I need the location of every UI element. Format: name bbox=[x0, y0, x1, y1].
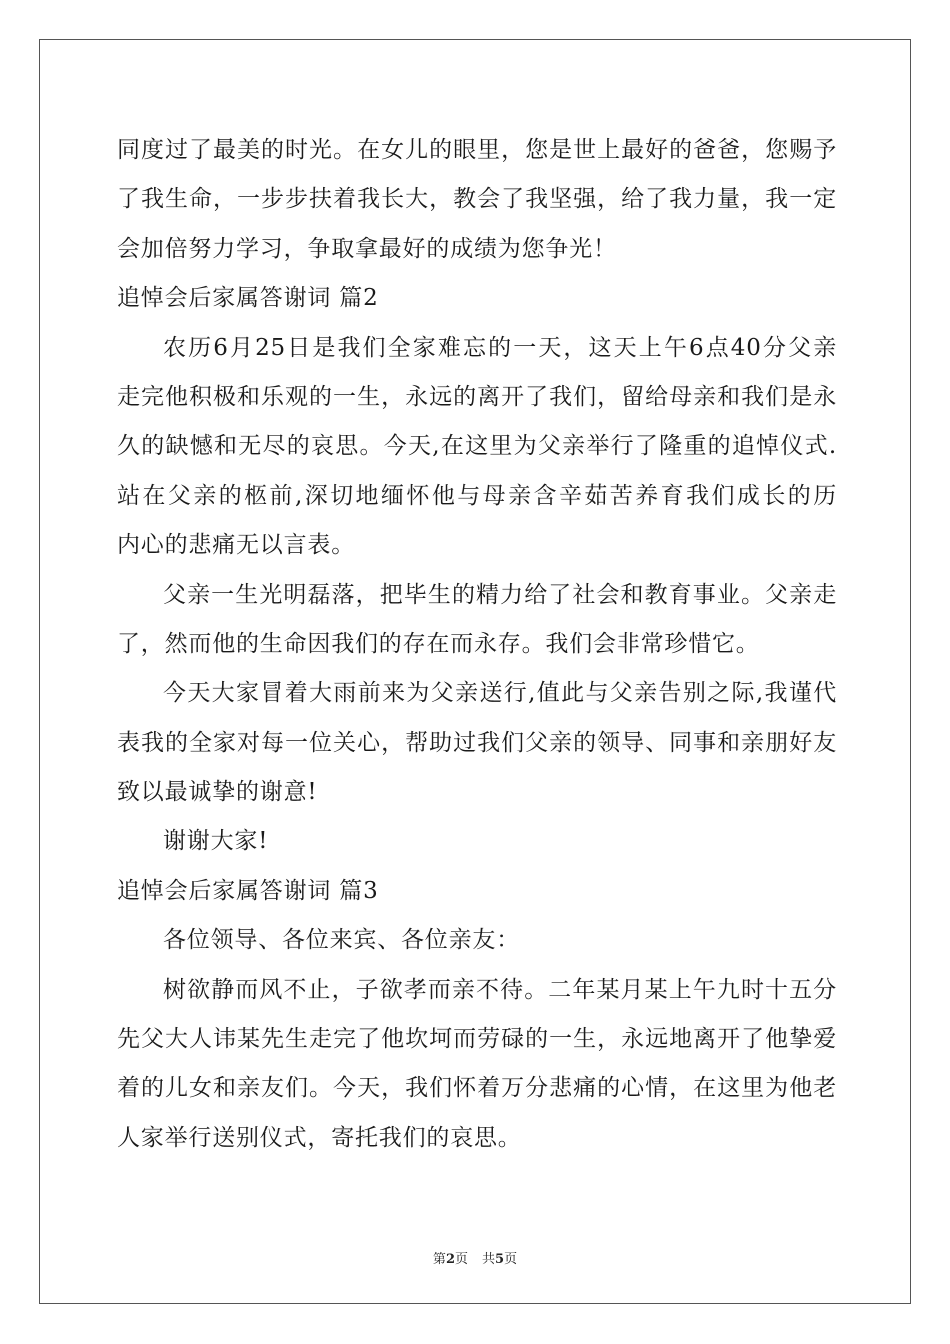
text-line: 了我生命，一步步扶着我长大，教会了我坚强，给了我力量，我一定 bbox=[117, 186, 837, 213]
text-line: 谢谢大家! bbox=[163, 828, 269, 855]
text-line: 人家举行送别仪式，寄托我们的哀思。 bbox=[117, 1124, 522, 1151]
text-line: 今天大家冒着大雨前来为父亲送行,值此与父亲告别之际,我谨代 bbox=[163, 680, 837, 707]
text-line: 了，然而他的生命因我们的存在而永存。我们会非常珍惜它。 bbox=[117, 630, 760, 657]
footer-page-suffix: 页 bbox=[454, 1252, 468, 1267]
text-line: 树欲静而风不止，子欲孝而亲不待。二年某月某上午九时十五分 bbox=[163, 976, 837, 1003]
section-heading: 追悼会后家属答谢词 篇2 bbox=[117, 285, 379, 312]
text-line: 同度过了最美的时光。在女儿的眼里，您是世上最好的爸爸，您赐予 bbox=[117, 137, 837, 163]
text-line: 着的儿女和亲友们。今天，我们怀着万分悲痛的心情，在这里为他老 bbox=[117, 1075, 837, 1102]
document-body bbox=[117, 126, 837, 1163]
page-footer bbox=[0, 1248, 950, 1267]
footer-page-number: 2 bbox=[445, 1252, 455, 1267]
text-line: 农历6月25日是我们全家难忘的一天，这天上午6点40分父亲 bbox=[163, 334, 837, 361]
footer-total-number: 5 bbox=[495, 1252, 505, 1267]
footer-total-prefix: 共 bbox=[482, 1252, 496, 1267]
text-line: 久的缺憾和无尽的哀思。今天,在这里为父亲举行了隆重的追悼仪式. bbox=[117, 433, 837, 460]
text-line: 站在父亲的柩前,深切地缅怀他与母亲含辛茹苦养育我们成长的历 bbox=[117, 482, 837, 509]
text-line: 致以最诚挚的谢意! bbox=[117, 779, 318, 806]
text-line: 会加倍努力学习，争取拿最好的成绩为您争光！ bbox=[117, 235, 617, 262]
text-line: 各位领导、各位来宾、各位亲友： bbox=[163, 927, 520, 954]
footer-page-prefix: 第 bbox=[432, 1252, 446, 1267]
text-line: 父亲一生光明磊落，把毕生的精力给了社会和教育事业。父亲走 bbox=[163, 581, 837, 608]
text-line: 内心的悲痛无以言表。 bbox=[117, 532, 355, 559]
text-line: 先父大人讳某先生走完了他坎坷而劳碌的一生，永远地离开了他挚爱 bbox=[117, 1026, 837, 1053]
section-heading: 追悼会后家属答谢词 篇3 bbox=[117, 877, 379, 904]
text-line: 走完他积极和乐观的一生，永远的离开了我们，留给母亲和我们是永 bbox=[117, 383, 837, 410]
text-line: 表我的全家对每一位关心，帮助过我们父亲的领导、同事和亲朋好友 bbox=[117, 729, 837, 756]
footer-total-suffix: 页 bbox=[504, 1252, 518, 1267]
